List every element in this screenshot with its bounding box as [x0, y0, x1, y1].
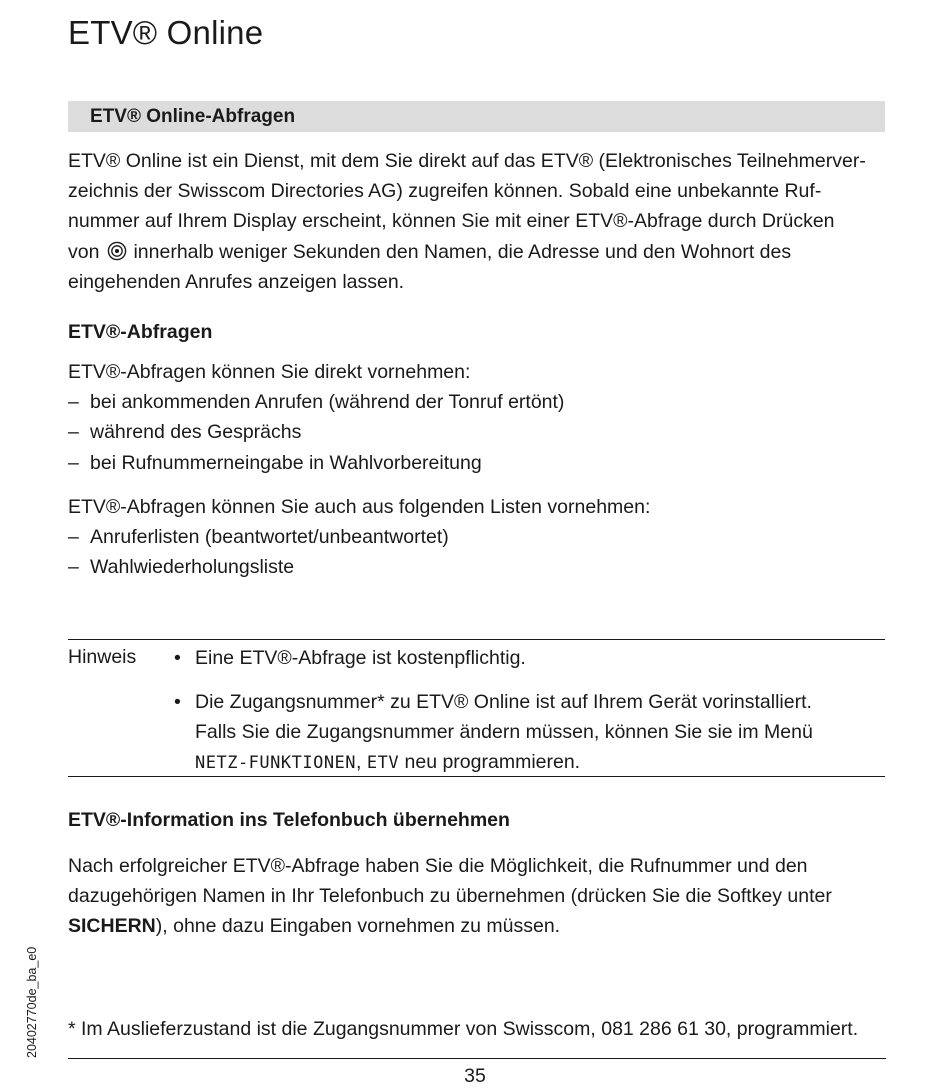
menu-name-netz-funktionen: NETZ-FUNKTIONEN	[195, 753, 357, 774]
abfragen-heading: ETV®-Abfragen	[68, 321, 213, 343]
note-line-tail: neu programmieren.	[399, 751, 581, 774]
dash-marker: –	[68, 391, 79, 414]
phonebook-paragraph	[68, 851, 898, 942]
dash-marker: –	[68, 556, 79, 579]
list-item-text: während des Gesprächs	[90, 421, 302, 444]
note-bottom-rule	[68, 776, 885, 777]
note-line	[195, 747, 874, 778]
phonebook-line: Nach erfolgreicher ETV®-Abfrage haben Sie die Möglichkeit, die Rufnummer und den	[68, 855, 808, 877]
list-item	[68, 522, 898, 552]
note-item-text: Eine ETV®-Abfrage ist kostenpflichtig.	[195, 647, 526, 669]
dash-marker: –	[68, 526, 79, 549]
direct-list	[68, 387, 898, 478]
dash-marker: –	[68, 421, 79, 444]
section-header-bar	[68, 101, 885, 132]
note-line: Falls Sie die Zugangsnummer ändern müssen, können Sie sie im Menü	[195, 721, 813, 744]
list-item	[68, 552, 898, 582]
intro-paragraph	[68, 146, 898, 297]
intro-line: zeichnis der Swisscom Directories AG) zugreifen können. Sobald eine unbekannte Ruf-	[68, 180, 822, 203]
page-title: ETV® Online	[68, 14, 264, 51]
list-queries-block	[68, 492, 898, 583]
note-item-text	[195, 687, 874, 779]
bullet-marker: •	[174, 691, 181, 713]
footnote: * Im Auslieferzustand ist die Zugangsnummer von Swisscom, 081 286 61 30, programmiert.	[68, 1018, 859, 1040]
page-number: 35	[464, 1065, 486, 1087]
list-item	[68, 417, 898, 447]
softkey-label-sichern: SICHERN	[68, 915, 156, 938]
intro-line-prefix: von	[68, 240, 100, 263]
intro-line: nummer auf Ihrem Display erscheint, können Sie mit einer ETV®-Abfrage durch Drücken	[68, 210, 835, 233]
list-item	[68, 448, 898, 478]
phonebook-line: dazugehörigen Namen in Ihr Telefonbuch zu übernehmen (drücken Sie die Softkey unter	[68, 885, 832, 908]
intro-line-with-icon	[68, 237, 898, 267]
list-item-text: bei Rufnummerneingabe in Wahlvorbereitung	[90, 451, 482, 474]
footer-rule	[68, 1058, 886, 1059]
list-item	[68, 387, 898, 417]
list-item-text: Wahlwiederholungsliste	[90, 556, 295, 579]
phonebook-line-rest: ), ohne dazu Eingaben vornehmen zu müssen.	[155, 915, 561, 938]
direct-intro: ETV®-Abfragen können Sie direkt vornehmen:	[68, 361, 471, 383]
intro-line: ETV® Online ist ein Dienst, mit dem Sie direkt auf das ETV® (Elektronisches Teilnehmerver-	[68, 150, 866, 172]
etv-key-icon	[107, 240, 127, 260]
section-title: ETV® Online-Abfragen	[90, 106, 296, 127]
bullet-marker: •	[174, 647, 181, 669]
intro-line-suffix: innerhalb weniger Sekunden den Namen, die Adresse und den Wohnort des	[133, 240, 792, 263]
intro-line: eingehenden Anrufes anzeigen lassen.	[68, 270, 405, 293]
phonebook-line	[68, 911, 898, 941]
lists-intro: ETV®-Abfragen können Sie auch aus folgenden Listen vornehmen:	[68, 496, 651, 518]
list-item-text: bei ankommenden Anrufen (während der Tonruf ertönt)	[90, 391, 565, 414]
note-top-rule	[68, 639, 885, 640]
note-line: Die Zugangsnummer* zu ETV® Online ist auf Ihrem Gerät vorinstalliert.	[195, 691, 812, 713]
phonebook-heading: ETV®-Information ins Telefonbuch übernehmen	[68, 809, 510, 831]
note-item	[174, 687, 874, 779]
direct-queries-block	[68, 357, 898, 478]
lists-list	[68, 522, 898, 582]
list-item-text: Anruferlisten (beantwortet/unbeantwortet)	[90, 526, 449, 549]
note-label: Hinweis	[68, 646, 137, 668]
document-code: 20402770de_ba_e0	[25, 946, 39, 1058]
note-item	[174, 643, 874, 673]
dash-marker: –	[68, 451, 79, 474]
menu-name-etv: ETV	[366, 753, 400, 774]
menu-separator: ,	[356, 751, 367, 774]
